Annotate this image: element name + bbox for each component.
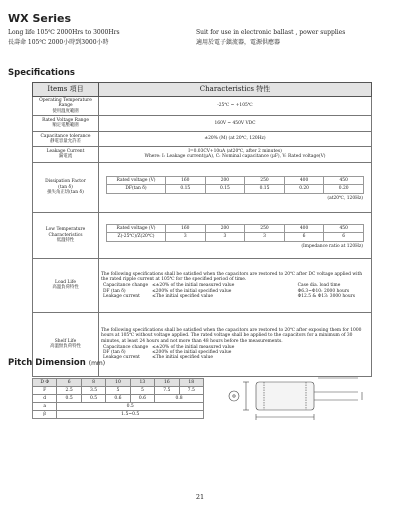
df-label: Dissipation Factor (tan δ) 損失角正切(tan δ) [33,162,99,212]
rated-voltage-label: Rated Voltage Range 額定電壓範圍 [33,115,99,131]
characteristics-header: Characteristics 特性 [99,83,372,97]
cap-tol-label: Capacitance tolerance 靜電容量允許差 [33,131,99,146]
pitch-header-row: D Φ 6 8 10 13 16 18 [33,379,204,387]
load-life-hours: Case dia. load time Φ6.3~Φ10: 2000 hours Φ12.5 & Φ13: 3000 hours [297,283,355,299]
low-temp-label: Low Temperature Characteristics 低溫特性 [33,212,99,258]
pitch-row-b: β 1.5~0.5 [33,411,204,419]
pitch-table [32,378,204,419]
leakage-label: Leakage Current 漏電流 [33,146,99,162]
application-intro [196,28,345,48]
series-intro [8,28,120,48]
shelf-life-intro: The following specifications shall be satisfied when the capacitors are restored to 20℃ after exposing them for 1000 hours at 105℃ without voltage applied. The rated voltage shall be applied to the capacitors for a minimum of 30 minutes, at least 24 hours and not more than 48 hours before the measurements. [101,328,362,344]
capacitor-body-outline [256,382,314,410]
shelf-life-cell [99,312,372,376]
low-temp-note: (Impedance ratio at 120Hz) [301,243,363,249]
application-english: Suit for use in electronic ballast , power supplies [196,29,346,36]
df-subtable: Rated voltage (V) 160 200 250 400 450 DF(tan δ) 0.15 0.15 0.15 0.20 0.20 [106,176,364,194]
pitch-row-a: a 0.5 [33,403,204,411]
specifications-heading: Specifications [8,68,75,78]
rated-voltage-row [33,115,372,131]
pitch-dimension-heading: Pitch Dimension (mm) [8,358,106,368]
pitch-row-d: d 0.5 0.5 0.6 0.6 0.8 [33,395,204,403]
cap-tol-row [33,131,372,146]
load-life-criteria: Capacitance change ≤±20% of the initial measured value DF (tan δ) ≤200% of the initial specified value Leakage current ≤The initial specified value [103,283,235,299]
capacitor-dimension-drawing [226,372,376,426]
items-header: Items 項目 [33,83,99,97]
shelf-life-label: Shelf Life 高溫無負荷特性 [33,312,99,376]
load-life-row [33,258,372,312]
df-cell [99,162,372,212]
leakage-row [33,146,372,162]
low-temp-cell [99,212,372,258]
page-number: 21 [195,493,205,501]
df-note: (at20℃, 120Hz) [327,195,363,201]
spec-header-row [33,83,372,97]
low-temp-subtable: Rated voltage (V) 160 200 250 400 450 Z(-25℃)/Z(20℃) 3 3 3 6 6 [106,224,364,242]
low-temp-row [33,212,372,258]
cap-tol-value: ±20% (M) (at 20℃, 120Hz) [99,131,372,146]
op-temp-row [33,97,372,116]
specifications-table [32,82,372,377]
intro-english: Long life 105℃ 2000Hrs to 3000Hrs [8,29,120,36]
intro-chinese: 長壽命 105℃ 2000小時到3000小時 [8,39,109,46]
op-temp-label: Operating Temperature Range 使用溫度範圍 [33,97,99,116]
rated-voltage-value: 160V ~ 450V VDC [99,115,372,131]
df-row [33,162,372,212]
application-chinese: 適用於電子鎮流器，電源供應器 [196,39,281,46]
leakage-value: I=0.03CV+10uA (at20℃, after 2 minutes) Where: I: Leakage current(μA), C: Nominal capacitance (μF), V: Rated voltage(V) [99,146,372,162]
series-title: WX Series [8,12,72,25]
pitch-row-f: F 2.5 3.5 5 5 7.5 7.5 [33,387,204,395]
load-life-label: Load Life 高溫負荷特性 [33,258,99,312]
load-life-cell [99,258,372,312]
shelf-life-criteria: Capacitance change ≤±20% of the initial measured value DF (tan δ) ≤200% of the initial specified value Leakage current ≤The initial specified value [103,344,235,361]
op-temp-value: -25℃ ~ +105℃ [99,97,372,116]
load-life-intro: The following specifications shall be satisfied when the capacitors are restored to 20℃ after DC voltage applied with the rated ripple current at 105℃ for the specified period of time. [101,271,363,282]
